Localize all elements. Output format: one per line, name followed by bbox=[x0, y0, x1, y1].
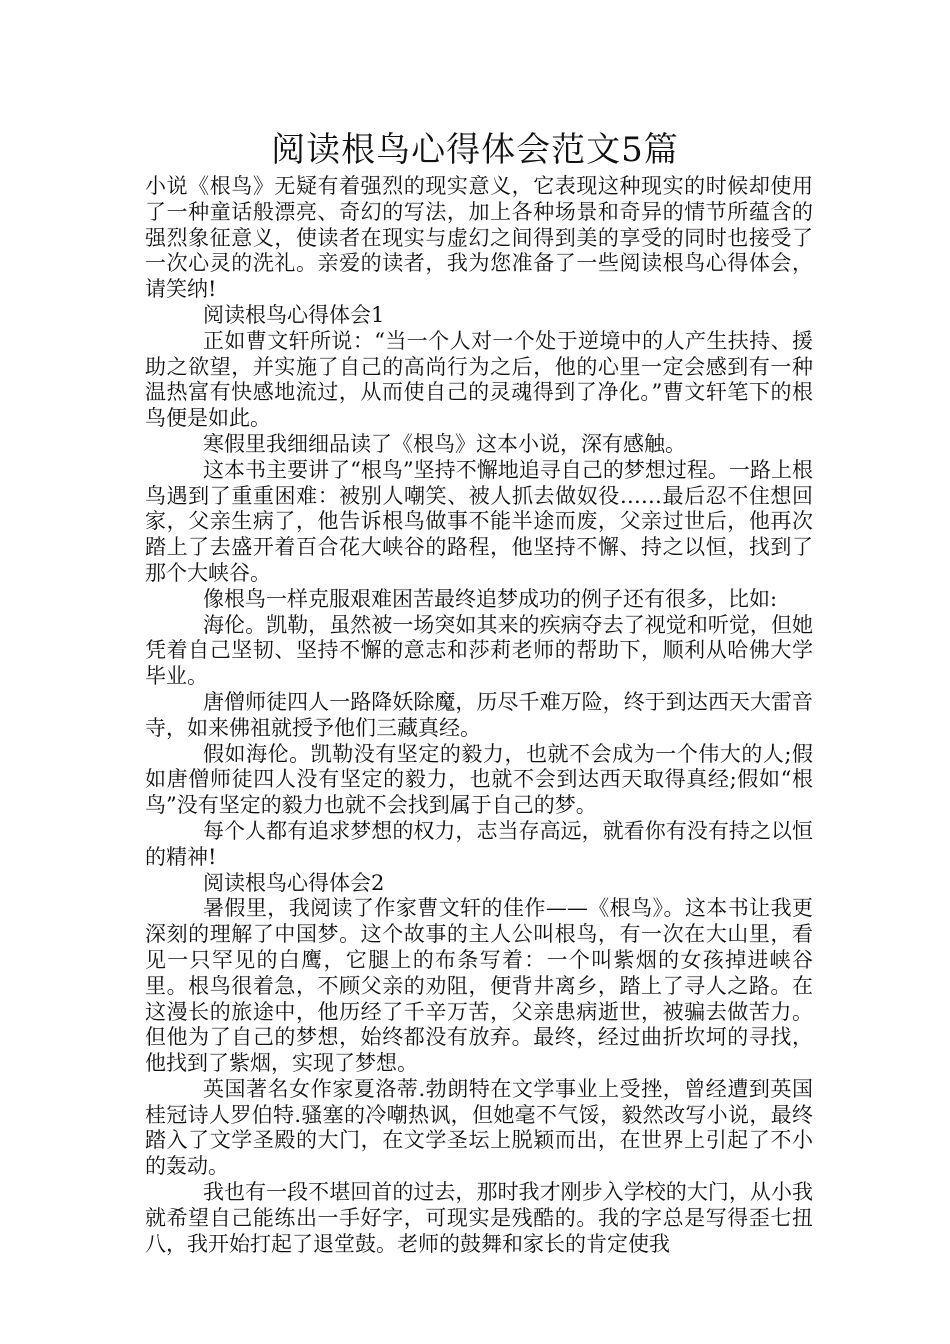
document-body bbox=[145, 174, 813, 1257]
paragraph: 阅读根鸟心得体会2 bbox=[203, 870, 385, 895]
document-title: 阅读根鸟心得体会范文5篇 bbox=[271, 130, 679, 170]
paragraph: 我也有一段不堪回首的过去，那时我才刚步入学校的大门，从小我就希望自己能练出一手好字，可现实是残酷的。我的字总是写得歪七扭八，我开始打起了退堂鼓。老师的鼓舞和家长的肯定使我 bbox=[145, 1180, 813, 1256]
paragraph: 英国著名女作家夏洛蒂.勃朗特在文学事业上受挫，曾经遭到英国桂冠诗人罗伯特.骚塞的冷嘲热讽，但她毫不气馁，毅然改写小说，最终踏入了文学圣殿的大门，在文学圣坛上脱颖而出，在世界上引起了不小的轰动。 bbox=[145, 1076, 813, 1179]
paragraph: 这本书主要讲了“根鸟”坚持不懈地追寻自己的梦想过程。一路上根鸟遇到了重重困难：被别人嘲笑、被人抓去做奴役……最后忍不住想回家，父亲生病了，他告诉根鸟做事不能半途而废，父亲过世后，他再次踏上了去盛开着百合花大峡谷的路程，他坚持不懈、持之以恒，找到了那个大峡谷。 bbox=[145, 457, 813, 585]
paragraph: 像根鸟一样克服艰难困苦最终追梦成功的例子还有很多，比如: bbox=[203, 586, 778, 611]
paragraph: 小说《根鸟》无疑有着强烈的现实意义，它表现这种现实的时候却使用了一种童话般漂亮、奇幻的写法，加上各种场景和奇异的情节所蕴含的强烈象征意义，使读者在现实与虚幻之间得到美的享受的同时也接受了一次心灵的洗礼。亲爱的读者，我为您准备了一些阅读根鸟心得体会，请笑纳! bbox=[145, 174, 813, 302]
paragraph: 寒假里我细细品读了《根鸟》这本小说，深有感触。 bbox=[203, 431, 686, 456]
paragraph: 海伦。凯勒，虽然被一场突如其来的疾病夺去了视觉和听觉，但她凭着自己坚韧、坚持不懈的意志和莎莉老师的帮助下，顺利从哈佛大学毕业。 bbox=[145, 612, 813, 689]
paragraph: 阅读根鸟心得体会1 bbox=[203, 302, 385, 327]
paragraph: 每个人都有追求梦想的权力，志当存高远，就看你有没有持之以恒的精神! bbox=[145, 818, 813, 869]
paragraph: 唐僧师徒四人一路降妖除魔，历尽千难万险，终于到达西天大雷音寺，如来佛祖就授予他们三藏真经。 bbox=[145, 689, 813, 740]
paragraph: 正如曹文轩所说：“当一个人对一个处于逆境中的人产生扶持、援助之欲望，并实施了自己的高尚行为之后，他的心里一定会感到有一种温热富有快感地流过，从而使自己的灵魂得到了净化。”曹文轩笔下的根鸟便是如此。 bbox=[145, 328, 813, 431]
paragraph: 假如海伦。凯勒没有坚定的毅力，也就不会成为一个伟大的人;假如唐僧师徒四人没有坚定的毅力，也就不会到达西天取得真经;假如“根鸟”没有坚定的毅力也就不会找到属于自己的梦。 bbox=[145, 741, 813, 818]
paragraph: 暑假里，我阅读了作家曹文轩的佳作——《根鸟》。这本书让我更深刻的理解了中国梦。这个故事的主人公叫根鸟，有一次在大山里，看见一只罕见的白鹰，它腿上的布条写着：一个叫紫烟的女孩掉进峡谷里。根鸟很着急，不顾父亲的劝阻，便背井离乡，踏上了寻人之路。在这漫长的旅途中，他历经了千辛万苦，父亲患病逝世，被骗去做苦力。但他为了自己的梦想，始终都没有放弃。最终，经过曲折坎坷的寻找，他找到了紫烟，实现了梦想。 bbox=[145, 896, 813, 1076]
